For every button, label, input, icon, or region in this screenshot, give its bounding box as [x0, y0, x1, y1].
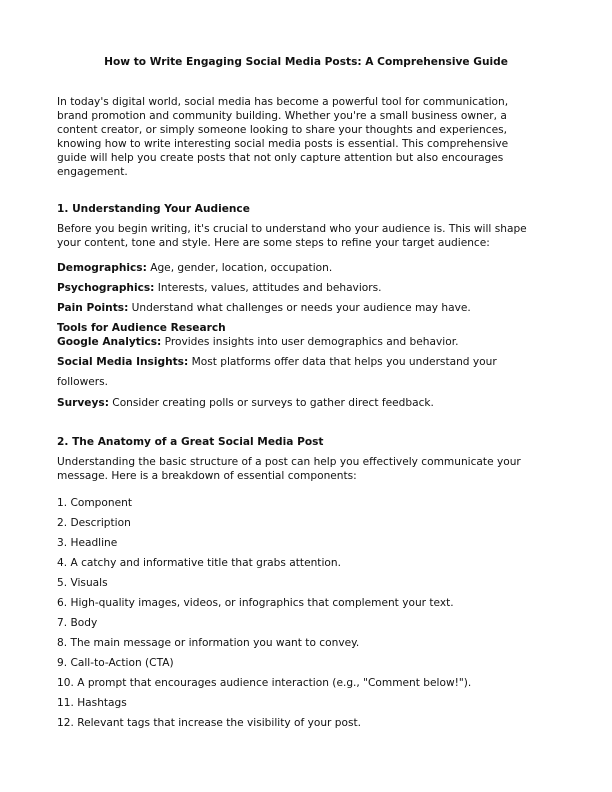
list-item: 5. Visuals — [57, 577, 108, 589]
list-item: 1. Component — [57, 497, 132, 509]
item-label: Demographics: — [57, 262, 147, 274]
list-item: 2. Description — [57, 517, 131, 529]
list-item: 6. High-quality images, videos, or infographics that complement your text. — [57, 597, 454, 609]
item-label: Google Analytics: — [57, 336, 162, 348]
list-item: 7. Body — [57, 617, 98, 629]
para-line: Before you begin writing, it's crucial to understand who your audience is. This will shape — [57, 223, 527, 235]
item-text: Interests, values, attitudes and behaviors. — [154, 282, 382, 294]
item-text: Most platforms offer data that helps you understand your — [188, 356, 497, 368]
section1-paragraph — [57, 222, 557, 250]
tool-item — [57, 355, 557, 369]
list-item: 3. Headline — [57, 537, 118, 549]
item-text: Provides insights into user demographics and behavior. — [161, 336, 459, 348]
item-label: Psychographics: — [57, 282, 155, 294]
audience-item — [57, 301, 557, 315]
list-item: 4. A catchy and informative title that grabs attention. — [57, 557, 341, 569]
intro-line: In today's digital world, social media has become a powerful tool for communication, — [57, 96, 509, 108]
para-line: your content, tone and style. Here are some steps to refine your target audience: — [57, 237, 490, 249]
list-item: 8. The main message or information you want to convey. — [57, 637, 360, 649]
section1-heading: 1. Understanding Your Audience — [57, 203, 250, 215]
intro-line: content creator, or simply someone looking to share your thoughts and experiences, — [57, 124, 507, 136]
item-label: Pain Points: — [57, 302, 129, 314]
intro-paragraph — [57, 95, 557, 179]
audience-item — [57, 281, 557, 295]
tool-item — [57, 396, 557, 410]
list-item: 10. A prompt that encourages audience interaction (e.g., "Comment below!"). — [57, 677, 472, 689]
item-text: Understand what challenges or needs your audience may have. — [128, 302, 471, 314]
list-item: 12. Relevant tags that increase the visibility of your post. — [57, 717, 362, 729]
intro-line: guide will help you create posts that not only capture attention but also encourages — [57, 152, 504, 164]
item-text: Consider creating polls or surveys to gather direct feedback. — [108, 397, 434, 409]
para-line: Understanding the basic structure of a post can help you effectively communicate your — [57, 456, 521, 468]
tool-item — [57, 335, 557, 349]
tool-item-continuation: followers. — [57, 376, 109, 388]
audience-item — [57, 261, 557, 275]
item-label: Surveys: — [57, 397, 109, 409]
document-title: How to Write Engaging Social Media Posts: A Comprehensive Guide — [104, 56, 508, 68]
intro-line: knowing how to write interesting social media posts is essential. This comprehensive — [57, 138, 509, 150]
item-text: Age, gender, location, occupation. — [146, 262, 333, 274]
intro-line: engagement. — [57, 166, 128, 178]
para-line: message. Here is a breakdown of essential components: — [57, 470, 357, 482]
section2-paragraph — [57, 455, 557, 483]
item-label: Social Media Insights: — [57, 356, 189, 368]
tools-heading: Tools for Audience Research — [57, 322, 226, 334]
section2-heading: 2. The Anatomy of a Great Social Media Post — [57, 436, 324, 448]
intro-line: brand promotion and community building. Whether you're a small business owner, a — [57, 110, 507, 122]
list-item: 9. Call-to-Action (CTA) — [57, 657, 174, 669]
list-item: 11. Hashtags — [57, 697, 127, 709]
